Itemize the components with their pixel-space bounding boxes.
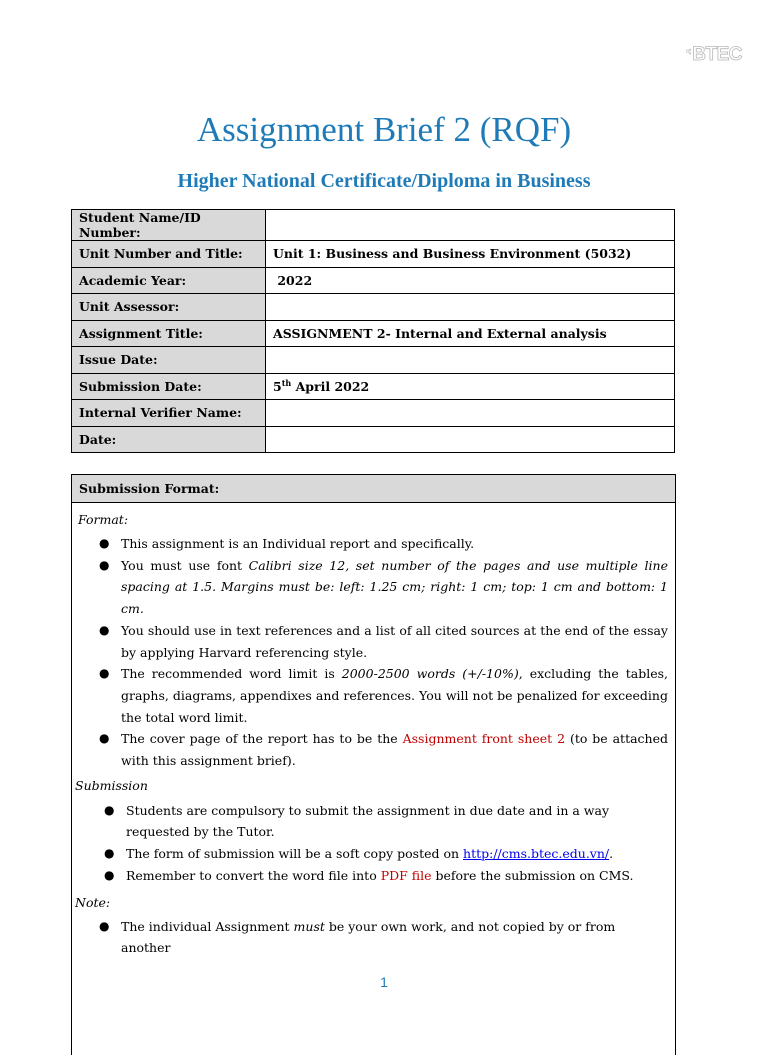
page-number: 1: [380, 974, 388, 990]
page-title: Assignment Brief 2 (RQF): [196, 110, 572, 149]
academic-year-value: 2022: [266, 267, 675, 294]
bullet-icon: ●: [104, 802, 115, 817]
note-list: [72, 916, 675, 959]
submission-list: [72, 800, 675, 887]
table-row: [72, 347, 675, 374]
list-item: ● The individual Assignment must be your own work, and not copied by or from another: [121, 916, 668, 959]
issue-date-value: [266, 347, 675, 374]
bullet-icon: ●: [99, 666, 110, 681]
bullet-icon: ●: [99, 557, 110, 572]
format-list: [72, 533, 675, 772]
bullet-icon: ●: [104, 867, 115, 882]
unit-label: Unit Number and Title:: [72, 241, 266, 268]
bullet-icon: ●: [99, 731, 110, 746]
student-name-value: [266, 210, 675, 241]
list-item: ● You must use font Calibri size 12, set number of the pages and use multiple line spacing at 1.5. Margins must be: left: 1.25 cm; right: 1 cm; top: 1 cm and bottom: 1 cm.: [121, 555, 668, 620]
submission-date-label: Submission Date:: [72, 373, 266, 400]
table-row: [72, 210, 675, 241]
table-row: [72, 373, 675, 400]
unit-assessor-value: [266, 294, 675, 321]
table-row: [72, 400, 675, 427]
format-heading: Format:: [78, 512, 129, 527]
submission-heading: Submission: [75, 777, 148, 793]
table-row: [72, 241, 675, 268]
bullet-icon: ●: [104, 846, 115, 861]
bullet-icon: ●: [99, 918, 110, 933]
date-value: [266, 426, 675, 453]
table-row: [72, 294, 675, 321]
academic-year-label: Academic Year:: [72, 267, 266, 294]
student-name-label: Student Name/ID Number:: [72, 210, 266, 241]
list-item: ● Students are compulsory to submit the assignment in due date and in a way requested by the Tutor.: [126, 800, 635, 843]
bullet-icon: ●: [99, 536, 110, 550]
list-item: ● This assignment is an Individual report and specifically.: [121, 533, 668, 555]
list-item: ● The cover page of the report has to be the Assignment front sheet 2 (to be attached with this assignment brief).: [121, 728, 668, 771]
table-row: [72, 320, 675, 347]
unit-value: Unit 1: Business and Business Environment (5032): [266, 241, 675, 268]
btec-logo: •:BTEC: [686, 44, 742, 65]
list-item: ● The recommended word limit is 2000-2500 words (+/-10%), excluding the tables, graphs, diagrams, appendixes and references. You will not be penalized for exceeding the total word limit.: [121, 663, 668, 728]
list-item: ● Remember to convert the word file into PDF file before the submission on CMS.: [126, 865, 635, 887]
assignment-title-value: ASSIGNMENT 2- Internal and External analysis: [266, 320, 675, 347]
assignment-title-label: Assignment Title:: [72, 320, 266, 347]
submission-format-box: [71, 474, 676, 1055]
list-item: ● The form of submission will be a soft copy posted on http://cms.btec.edu.vn/.: [126, 843, 635, 865]
date-label: Date:: [72, 426, 266, 453]
table-row: [72, 426, 675, 453]
assignment-info-table: [71, 209, 675, 453]
issue-date-label: Issue Date:: [72, 347, 266, 374]
page-subtitle: Higher National Certificate/Diploma in Business: [177, 170, 591, 192]
table-row: [72, 267, 675, 294]
note-heading: Note:: [75, 894, 111, 910]
submission-date-value: 5th April 2022: [266, 373, 675, 400]
unit-assessor-label: Unit Assessor:: [72, 294, 266, 321]
submission-format-header: Submission Format:: [72, 475, 675, 503]
internal-verifier-label: Internal Verifier Name:: [72, 400, 266, 427]
bullet-icon: ●: [99, 622, 110, 637]
internal-verifier-value: [266, 400, 675, 427]
list-item: ● You should use in text references and a list of all cited sources at the end of the essay by applying Harvard referencing style.: [121, 620, 668, 663]
cms-link[interactable]: http://cms.btec.edu.vn/: [463, 846, 610, 862]
